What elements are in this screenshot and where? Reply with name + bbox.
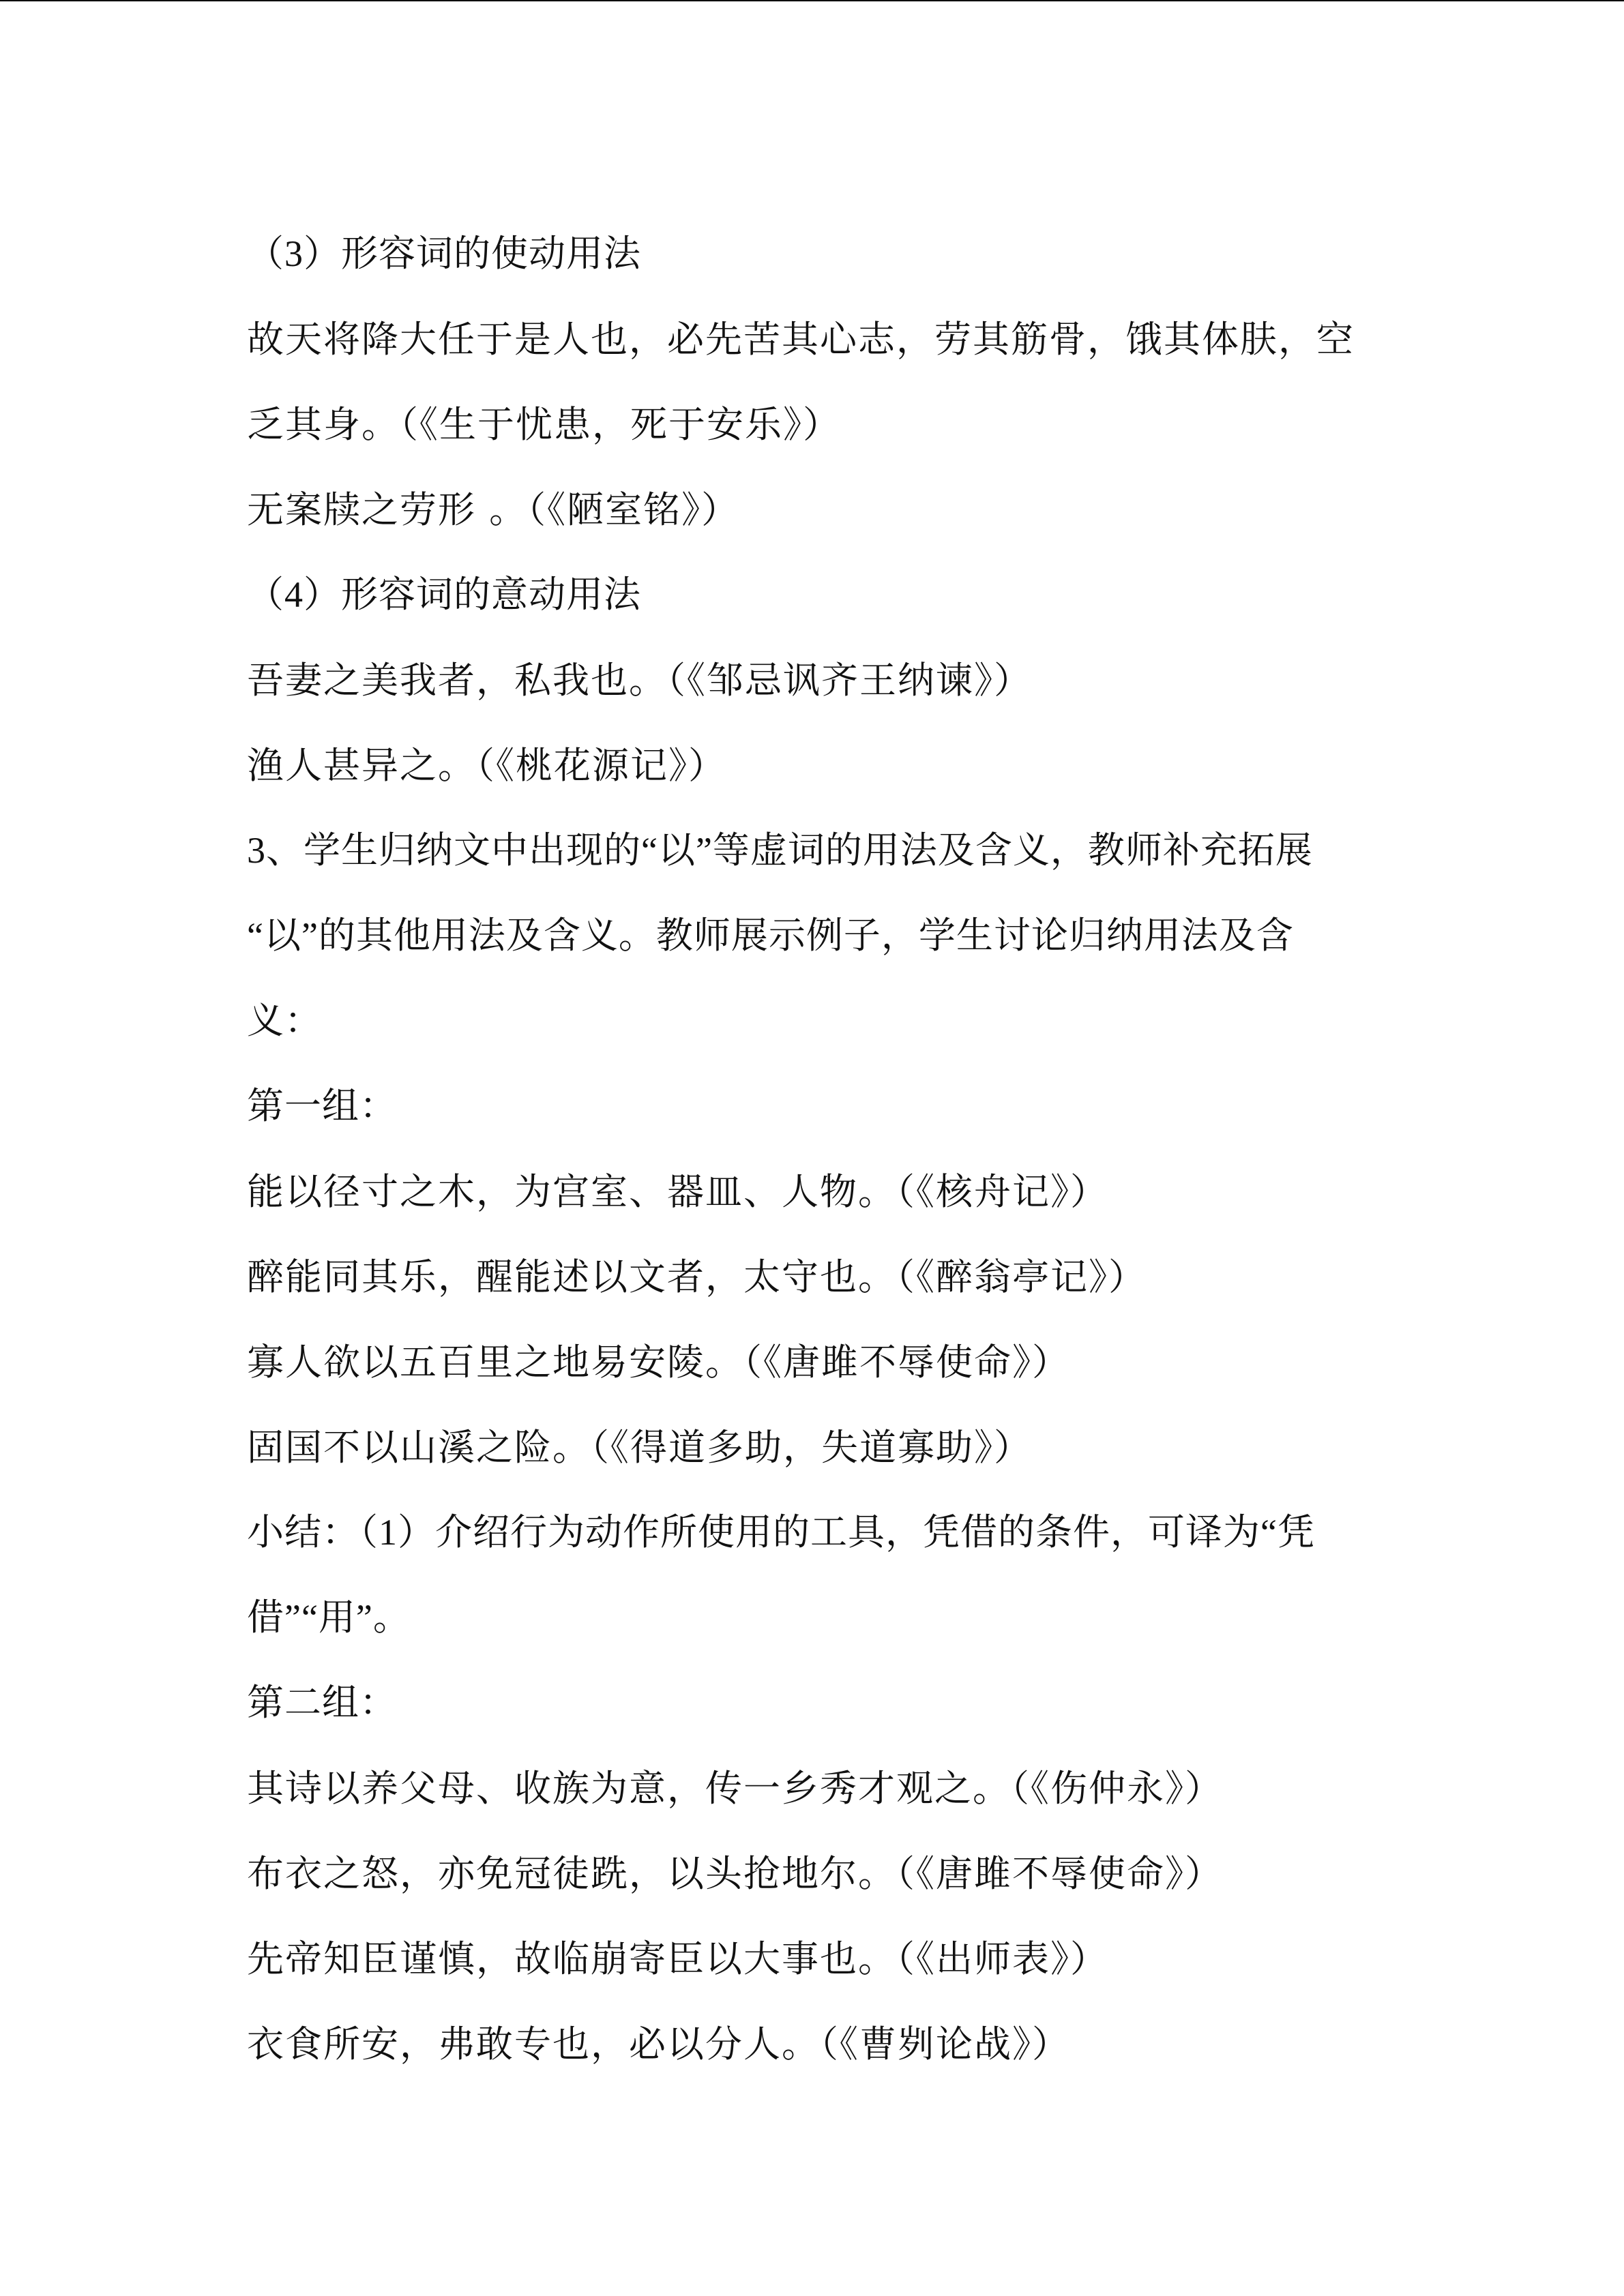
text-line: 渔人甚异之。（《桃花源记》） bbox=[247, 744, 726, 787]
paragraph-line: 3、学生归纳文中出现的“以”等虚词的用法及含义，教师补充拓展 bbox=[247, 830, 1313, 871]
paragraph-line: 义： bbox=[247, 1000, 322, 1041]
text-line: 固国不以山溪之险。（《得道多助，失道寡助》） bbox=[247, 1426, 1032, 1469]
text-line: 吾妻之美我者，私我也。（《邹忌讽齐王纳谏》） bbox=[247, 659, 1032, 702]
group-heading-first: 第一组： bbox=[247, 1086, 397, 1127]
text-line: 能以径寸之木，为宫室、器皿、人物。（《核舟记》） bbox=[247, 1170, 1108, 1213]
text-line: 布衣之怒，亦免冠徒跣，以头抢地尔。（《唐雎不辱使命》） bbox=[247, 1852, 1223, 1895]
text-line: 乏其身。（《生于忧患，死于安乐》） bbox=[247, 403, 841, 446]
summary-line: 小结：（1）介绍行为动作所使用的工具，凭借的条件，可译为“凭 bbox=[247, 1512, 1315, 1553]
text-line: 寡人欲以五百里之地易安陵。（《唐雎不辱使命》） bbox=[247, 1341, 1070, 1384]
group-heading-second: 第二组： bbox=[247, 1682, 397, 1723]
summary-line: 借”“用”。 bbox=[247, 1597, 411, 1638]
text-line: 醉能同其乐，醒能述以文者，太守也。（《醉翁亭记》） bbox=[247, 1255, 1147, 1298]
paragraph-line: “以”的其他用法及含义。教师展示例子，学生讨论归纳用法及含 bbox=[247, 915, 1294, 956]
text-line: 衣食所安，弗敢专也，必以分人。（《曹刿论战》） bbox=[247, 2023, 1070, 2066]
document-body bbox=[247, 211, 1379, 2087]
section-heading-causative-adjective: （3）形容词的使动用法 bbox=[247, 233, 641, 274]
section-heading-putative-adjective: （4）形容词的意动用法 bbox=[247, 574, 641, 615]
text-line: 其诗以养父母、收族为意，传一乡秀才观之。（《伤仲永》） bbox=[247, 1767, 1223, 1810]
text-line: 故天将降大任于是人也，必先苦其心志，劳其筋骨，饿其体肤，空 bbox=[247, 318, 1355, 361]
text-line: 无案牍之劳形 。（《陋室铭》） bbox=[247, 488, 740, 531]
text-line: 先帝知臣谨慎，故临崩寄臣以大事也。（《出师表》） bbox=[247, 1937, 1108, 1980]
